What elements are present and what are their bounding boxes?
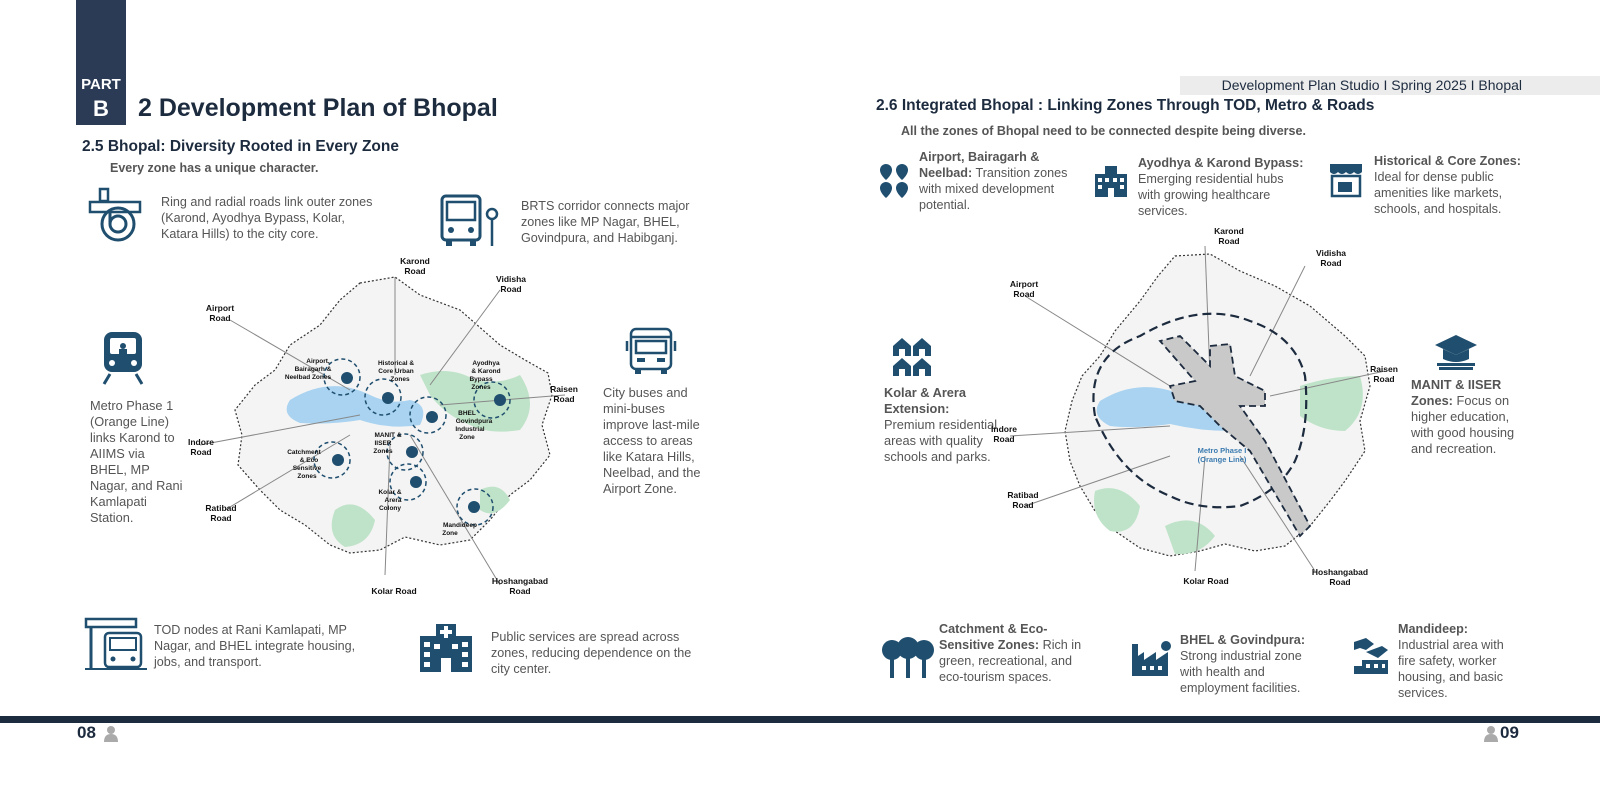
road-label-indore: Indore (188, 437, 214, 447)
svg-text:Arera: Arera (384, 497, 402, 504)
road-label-vidisha: Vidisha (495, 274, 527, 284)
section-title-2-5: 2.5 Bhopal: Diversity Rooted in Every Zone (82, 138, 399, 155)
brts-text: BRTS corridor connects major zones like MP Nagar, BHEL, Govindpura, and Habibganj. (521, 199, 690, 245)
road-label-kolar: Kolar Road (1183, 576, 1229, 586)
road-label-raisen: Raisen (1370, 364, 1398, 374)
trees-icon (880, 636, 936, 680)
studio-text: Development Plan Studio I Spring 2025 I Bhopal (1221, 77, 1522, 93)
tod-text: TOD nodes at Rani Kamlapati, MP Nagar, and BHEL integrate housing, jobs, and transport. (154, 623, 356, 669)
store-icon (1328, 162, 1364, 198)
road-label-karond: Karond (1214, 226, 1244, 236)
person-icon (104, 726, 118, 742)
ayodhya-zone-block (1138, 155, 1308, 219)
svg-text:Road: Road (1013, 289, 1035, 299)
svg-text:Road: Road (210, 513, 232, 523)
svg-text:Road: Road (1373, 374, 1395, 384)
svg-text:Road: Road (1320, 258, 1342, 268)
section-title-2-6: 2.6 Integrated Bhopal : Linking Zones Through TOD, Metro & Roads (876, 97, 1375, 114)
right-integrated-map (991, 226, 1400, 596)
historical-zone-text: Ideal for dense public amenities like markets, schools, and hospitals. (1374, 170, 1503, 216)
public-services-text: Public services are spread across zones, reducing dependence on the city center. (491, 630, 692, 676)
historical-zone-label: Historical & Core Zones: (1374, 154, 1521, 168)
part-letter: B (93, 96, 109, 121)
city-bus-icon (625, 325, 677, 377)
metro-train-icon (102, 330, 144, 386)
svg-text:Neelbad Zones: Neelbad Zones (284, 374, 332, 381)
svg-text:Road: Road (509, 586, 531, 596)
road-label-hoshangabad: Hoshangabad (491, 576, 549, 586)
svg-text:Sensitive: Sensitive (292, 465, 322, 472)
svg-text:(Orange Line): (Orange Line) (1197, 455, 1247, 464)
road-label-vidisha: Vidisha (1315, 248, 1347, 258)
building-icon (1093, 164, 1129, 198)
location-pins-icon (878, 162, 910, 200)
page-number-right: 09 (1500, 723, 1519, 742)
road-label-raisen: Raisen (550, 384, 578, 394)
metro-label: Metro Phase I (1197, 446, 1247, 455)
hospital-icon (418, 622, 474, 674)
kolar-zone-block (884, 385, 999, 465)
bhel-zone-text: Strong industrial zone with health and employment facilities. (1180, 649, 1302, 695)
kolar-zone-label: Kolar & Arera Extension: (884, 385, 967, 416)
manit-zone-text: Focus on higher education, with good housing and recreation. (1411, 393, 1515, 456)
person-icon (1484, 726, 1498, 742)
svg-text:Road: Road (553, 394, 575, 404)
catchment-zone-block (939, 621, 1089, 685)
svg-text:Historical &: Historical & (377, 360, 415, 367)
svg-text:Airport,: Airport, (306, 358, 330, 365)
svg-text:Zones: Zones (390, 376, 410, 383)
road-label-karond: Karond (400, 256, 430, 266)
left-zone-map (180, 255, 600, 605)
graduation-cap-icon (1433, 333, 1479, 371)
svg-text:& Karond: & Karond (471, 368, 501, 375)
road-label-ratibad: Ratibad (1007, 490, 1039, 500)
svg-text:MANIT &: MANIT & (374, 432, 402, 439)
road-label-hoshangabad: Hoshangabad (1311, 567, 1369, 577)
manit-zone-block (1411, 377, 1526, 457)
svg-text:Kolar &: Kolar & (378, 489, 402, 496)
svg-text:Industrial: Industrial (455, 426, 485, 433)
svg-text:Road: Road (993, 434, 1015, 444)
svg-text:Road: Road (1329, 577, 1351, 587)
ring-road-text: Ring and radial roads link outer zones (Karond, Ayodhya Bypass, Kolar, Katara Hills) to the city core. (161, 195, 373, 241)
studio-banner (1180, 76, 1600, 95)
svg-text:Colony: Colony (378, 505, 402, 512)
svg-text:Bypass: Bypass (469, 376, 493, 383)
bhel-zone-label: BHEL & Govindpura: (1180, 633, 1306, 647)
airport-zone-text: Transition zones with mixed development potential. (919, 166, 1068, 212)
mandideep-zone-label: Mandideep: (1398, 622, 1468, 636)
svg-text:Zones: Zones (373, 448, 393, 455)
ayodhya-zone-text: Emerging residential hubs with growing healthcare services. (1138, 172, 1284, 218)
ring-road-icon (88, 188, 144, 244)
catchment-zone-text: Rich in green, recreational, and eco-tourism spaces. (939, 638, 1082, 684)
industry-handshake-icon (1352, 636, 1390, 676)
svg-text:Road: Road (404, 266, 426, 276)
bus-stop-icon (440, 194, 500, 250)
houses-icon (892, 337, 932, 377)
manit-zone-label: MANIT & IISER Zones: (1411, 377, 1502, 408)
historical-zone-block (1374, 153, 1534, 217)
svg-text:Zone: Zone (459, 434, 475, 441)
section-sub-2-6: All the zones of Bhopal need to be connected despite being diverse. (901, 124, 1306, 138)
bhel-zone-block (1180, 632, 1320, 696)
svg-text:Road: Road (209, 313, 231, 323)
svg-text:Ayodhya: Ayodhya (472, 360, 500, 367)
svg-text:Zones: Zones (471, 384, 491, 391)
svg-text:Road: Road (190, 447, 212, 457)
svg-text:Zone: Zone (442, 530, 458, 537)
road-label-kolar: Kolar Road (371, 586, 417, 596)
airport-zone-label: Airport, Bairagarh & Neelbad: (919, 150, 1040, 180)
section-sub-2-5: Every zone has a unique character. (110, 161, 319, 175)
page-number-left: 08 (77, 723, 96, 742)
svg-text:BHEL: BHEL (458, 410, 476, 417)
part-badge (76, 0, 126, 125)
tod-station-icon (85, 617, 147, 671)
road-label-airport: Airport (205, 303, 235, 313)
kolar-zone-text: Premium residential areas with quality schools and parks. (884, 417, 998, 464)
factory-icon (1130, 640, 1174, 678)
svg-text:Mandideep: Mandideep (443, 522, 477, 529)
svg-text:Catchment: Catchment (287, 449, 321, 456)
metro-text: Metro Phase 1 (Orange Line) links Karond to AIIMS via BHEL, MP Nagar, and Rani Kamlapati Station. (90, 398, 183, 525)
city-bus-text: City buses and mini-buses improve last-mile access to areas like Katara Hills, Neelbad, and the Airport Zone. (603, 385, 701, 496)
svg-text:Zones: Zones (297, 473, 317, 480)
svg-text:IISER: IISER (374, 440, 392, 447)
part-word: PART (81, 76, 121, 93)
svg-text:Core Urban: Core Urban (378, 368, 414, 375)
svg-text:& Eco: & Eco (299, 457, 319, 464)
footer-bar (0, 716, 1600, 723)
road-label-ratibad: Ratibad (205, 503, 237, 513)
svg-text:Bairagarh &: Bairagarh & (294, 366, 332, 373)
mandideep-zone-block (1398, 621, 1513, 701)
airport-zone-block (919, 149, 1069, 213)
svg-text:Govindpura: Govindpura (455, 418, 493, 425)
mandideep-zone-text: Industrial area with fire safety, worker housing, and basic services. (1398, 638, 1504, 700)
svg-text:Road: Road (500, 284, 522, 294)
svg-text:Road: Road (1218, 236, 1240, 246)
page-title: 2 Development Plan of Bhopal (138, 94, 498, 122)
road-label-indore: Indore (991, 424, 1017, 434)
ayodhya-zone-label: Ayodhya & Karond Bypass: (1138, 156, 1304, 170)
road-label-airport: Airport (1009, 279, 1039, 289)
svg-text:Road: Road (1012, 500, 1034, 510)
catchment-zone-label: Catchment & Eco-Sensitive Zones: (939, 622, 1048, 652)
